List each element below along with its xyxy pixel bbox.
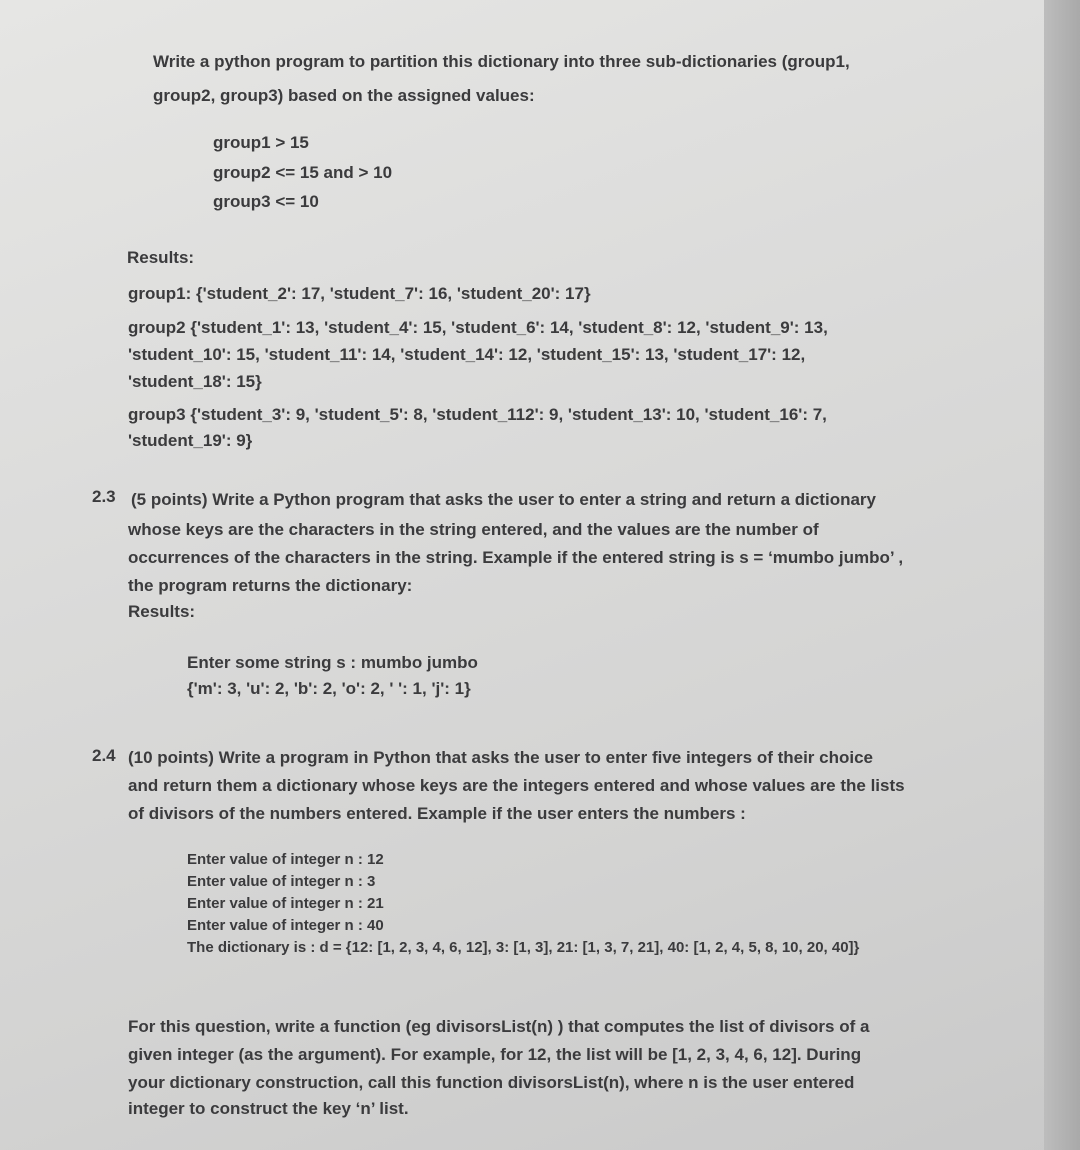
group3-result-line: group3 {'student_3': 9, 'student_5': 8, 'student_112': 9, 'student_13': 10, 'student_16': 7, (128, 405, 827, 424)
results-label: Results: (128, 602, 196, 621)
example-output-line: Enter some string s : mumbo jumbo (187, 653, 478, 672)
prompt-line-2: group2, group3) based on the assigned values: (153, 86, 535, 105)
rule-group2: group2 <= 15 and > 10 (213, 163, 393, 182)
group1-result: group1: {'student_2': 17, 'student_7': 16, 'student_20': 17} (128, 284, 591, 303)
question-text-line: of divisors of the numbers entered. Example if the user enters the numbers : (128, 804, 746, 823)
note-text-line: integer to construct the key ‘n’ list. (128, 1099, 409, 1118)
group3-result-line: 'student_19': 9} (128, 431, 253, 450)
question-text-line: (5 points) Write a Python program that asks the user to enter a string and return a dictionary (131, 490, 876, 509)
example-output-line: The dictionary is : d = {12: [1, 2, 3, 4, 6, 12], 3: [1, 3], 21: [1, 3, 7, 21], 40: [1, 2, 4, 5, 8, 10, 20, 40]} (187, 939, 860, 956)
question-text-line: occurrences of the characters in the string. Example if the entered string is s = ‘mumbo jumbo’ , (128, 548, 904, 567)
example-output-line: {'m': 3, 'u': 2, 'b': 2, 'o': 2, ' ': 1, 'j': 1} (187, 679, 471, 698)
group2-result-line: group2 {'student_1': 13, 'student_4': 15, 'student_6': 14, 'student_8': 12, 'student_9': 13, (128, 318, 828, 337)
example-output-line: Enter value of integer n : 21 (187, 895, 384, 912)
example-output-line: Enter value of integer n : 3 (187, 873, 376, 890)
prompt-line-1: Write a python program to partition this dictionary into three sub-dictionaries (group1, (153, 52, 850, 71)
example-output-line: Enter value of integer n : 12 (187, 851, 384, 868)
page-edge-shadow (1044, 0, 1080, 1150)
results-label: Results: (127, 248, 195, 267)
example-output-line: Enter value of integer n : 40 (187, 917, 384, 934)
question-text-line: and return them a dictionary whose keys are the integers entered and whose values are the lists (128, 776, 905, 795)
note-text-line: your dictionary construction, call this function divisorsList(n), where n is the user entered (128, 1073, 855, 1092)
question-text-line: whose keys are the characters in the string entered, and the values are the number of (128, 520, 819, 539)
question-text-line: (10 points) Write a program in Python that asks the user to enter five integers of their choice (128, 748, 874, 767)
rule-group1: group1 > 15 (213, 133, 309, 152)
note-text-line: For this question, write a function (eg divisorsList(n) ) that computes the list of divisors of a (128, 1017, 870, 1036)
rule-group3: group3 <= 10 (213, 192, 319, 211)
note-text-line: given integer (as the argument). For example, for 12, the list will be [1, 2, 3, 4, 6, 12]. During (128, 1045, 862, 1064)
group2-result-line: 'student_10': 15, 'student_11': 14, 'student_14': 12, 'student_15': 13, 'student_17': 12, (128, 345, 806, 364)
question-number: 2.3 (92, 487, 116, 506)
question-number: 2.4 (92, 746, 116, 765)
question-text-line: the program returns the dictionary: (128, 576, 413, 595)
group2-result-line: 'student_18': 15} (128, 372, 262, 391)
